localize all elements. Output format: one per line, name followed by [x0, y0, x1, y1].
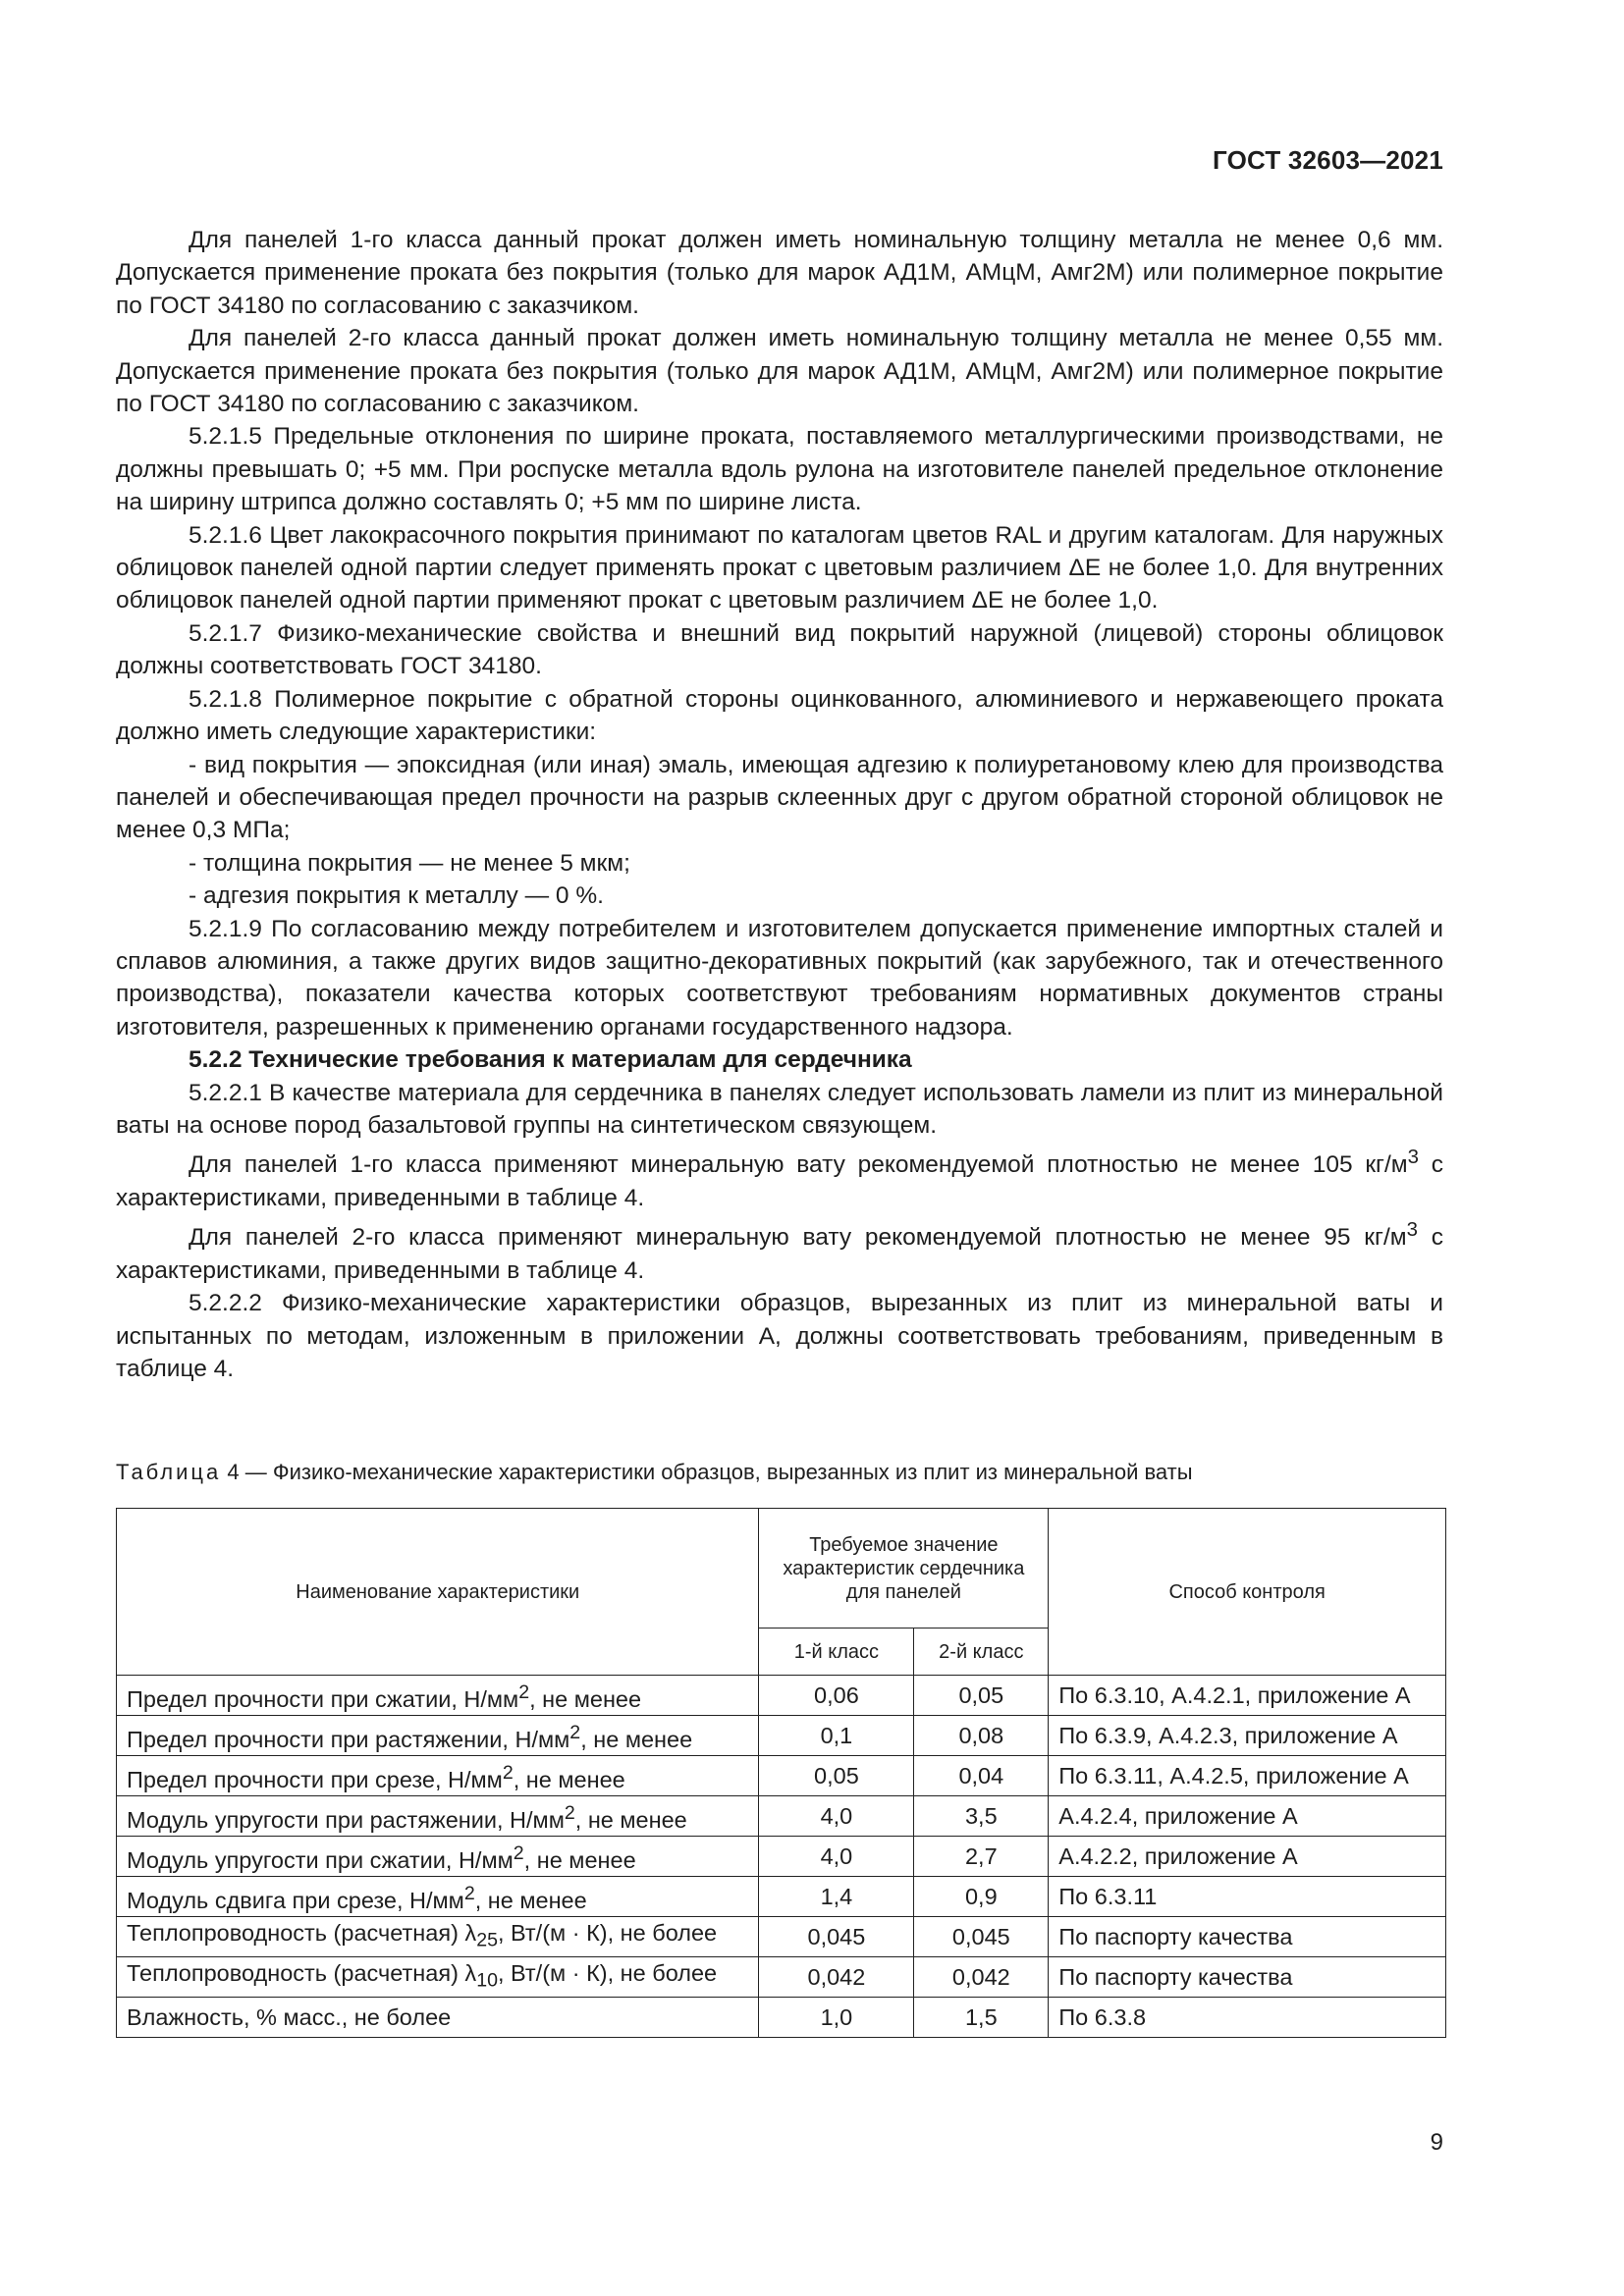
cell-control-method: А.4.2.2, приложение А	[1049, 1837, 1446, 1877]
cell-class-2: 0,05	[914, 1676, 1049, 1716]
cell-control-method: А.4.2.4, приложение А	[1049, 1796, 1446, 1837]
paragraph	[116, 1142, 1443, 1214]
cell-characteristic	[117, 1917, 759, 1957]
characteristic-text: Модуль упругости при сжатии, Н/мм	[127, 1846, 514, 1873]
characteristic-text: Модуль сдвига при срезе, Н/мм	[127, 1887, 464, 1913]
table-row	[117, 1716, 1446, 1756]
table-row	[117, 1756, 1446, 1796]
cell-class-1: 0,045	[759, 1917, 914, 1957]
paragraph: 5.2.2.2 Физико-механические характеристики образцов, вырезанных из плит из минеральной ваты и испытанных по методам, изложенным в приложении А, должны соответствовать требованиям, приведенным в таблице 4.	[116, 1290, 1443, 1383]
paragraph: 5.2.1.7 Физико-механические свойства и внешний вид покрытий наружной (лицевой) стороны облицовок должны соответствовать ГОСТ 34180.	[116, 619, 1443, 680]
cell-control-method: По 6.3.11, А.4.2.5, приложение А	[1049, 1756, 1446, 1796]
unit-superscript: 2	[569, 1721, 581, 1743]
list-item: - вид покрытия — эпоксидная (или иная) эмаль, имеющая адгезию к полиуретановому клею для производства панелей и обеспечивающая предел прочности на разрыв склеенных друг с другом обратной стороной облицовок не менее 0,3 МПа;	[116, 751, 1443, 844]
cell-control-method: По 6.3.8	[1049, 1998, 1446, 2038]
cell-control-method: По паспорту качества	[1049, 1957, 1446, 1998]
cell-class-2: 0,045	[914, 1917, 1049, 1957]
cell-class-2: 3,5	[914, 1796, 1049, 1837]
cell-class-2: 0,08	[914, 1716, 1049, 1756]
list-item: - адгезия покрытия к металлу — 0 %.	[189, 882, 604, 910]
header-required-value: Требуемое значение характеристик сердечника для панелей	[759, 1509, 1049, 1629]
paragraph-text: Для панелей 2-го класса применяют минеральную вату рекомендуемой плотностью не менее 95 кг/м	[189, 1224, 1407, 1252]
characteristic-text: Теплопроводность (расчетная) λ	[127, 1960, 477, 1987]
cell-class-1: 1,4	[759, 1877, 914, 1917]
characteristics-table	[116, 1508, 1446, 2038]
header-control-method: Способ контроля	[1049, 1509, 1446, 1676]
lambda-subscript: 25	[476, 1929, 498, 1951]
paragraph: Для панелей 1-го класса данный прокат должен иметь номинальную толщину металла не менее 0,6 мм. Допускается применение проката без покрытия (только для марок АД1М, АМцМ, Амг2М) или полимерное покрытие по ГОСТ 34180 по согласованию с заказчиком.	[116, 227, 1443, 319]
paragraph-text: с характеристиками, приведенными в таблице 4.	[116, 1224, 1443, 1284]
table-row	[117, 1837, 1446, 1877]
paragraph: 5.2.2.1 В качестве материала для сердечника в панелях следует использовать ламели из плит из минеральной ваты на основе пород базальтовой группы на синтетическом связующем.	[116, 1079, 1443, 1139]
document-body	[116, 224, 1443, 1386]
characteristic-text: , не менее	[523, 1846, 636, 1873]
cell-characteristic	[117, 1877, 759, 1917]
cell-characteristic	[117, 1998, 759, 2038]
cell-class-2: 0,04	[914, 1756, 1049, 1796]
cell-characteristic	[117, 1676, 759, 1716]
paragraph	[116, 1214, 1443, 1287]
page-number: 9	[1430, 2129, 1443, 2156]
unit-superscript: 2	[513, 1842, 524, 1864]
cell-control-method: По 6.3.9, А.4.2.3, приложение А	[1049, 1716, 1446, 1756]
cell-characteristic	[117, 1957, 759, 1998]
paragraph: 5.2.1.8 Полимерное покрытие с обратной стороны оцинкованного, алюминиевого и нержавеющего проката должно иметь следующие характеристики:	[116, 685, 1443, 746]
characteristic-text: , не менее	[513, 1766, 625, 1792]
cell-class-1: 0,06	[759, 1676, 914, 1716]
cell-characteristic	[117, 1716, 759, 1756]
cell-characteristic	[117, 1796, 759, 1837]
characteristic-text: Влажность, % масс., не более	[127, 2004, 452, 2030]
characteristic-text: Предел прочности при срезе, Н/мм	[127, 1766, 503, 1792]
characteristic-text: , не менее	[474, 1887, 587, 1913]
cell-control-method: По паспорту качества	[1049, 1917, 1446, 1957]
section-heading: 5.2.2 Технические требования к материалам для сердечника	[189, 1046, 912, 1074]
superscript-3: 3	[1407, 1147, 1420, 1169]
paragraph: 5.2.1.6 Цвет лакокрасочного покрытия принимают по каталогам цветов RAL и другим каталогам. Для наружных облицовок панелей одной партии следует применять прокат с цветовым различием ΔE не более 1,0. Для внутренних облицовок панелей одной партии применяют прокат с цветовым различием ΔE не более 1,0.	[116, 521, 1443, 614]
table-row	[117, 1998, 1446, 2038]
characteristic-text: , не менее	[529, 1685, 642, 1712]
table-caption-text: 4 — Физико-механические характеристики образцов, вырезанных из плит из минеральной ваты	[221, 1460, 1193, 1484]
cell-class-1: 4,0	[759, 1796, 914, 1837]
characteristic-text: Предел прочности при растяжении, Н/мм	[127, 1726, 570, 1752]
characteristic-text: , Вт/(м · К), не более	[497, 1960, 718, 1987]
cell-control-method: По 6.3.10, А.4.2.1, приложение А	[1049, 1676, 1446, 1716]
unit-superscript: 2	[518, 1681, 530, 1703]
characteristic-text: Предел прочности при сжатии, Н/мм	[127, 1685, 519, 1712]
header-class-1: 1-й класс	[759, 1629, 914, 1676]
cell-class-2: 0,9	[914, 1877, 1049, 1917]
cell-class-1: 4,0	[759, 1837, 914, 1877]
table-row	[117, 1957, 1446, 1998]
table-row	[117, 1877, 1446, 1917]
cell-control-method: По 6.3.11	[1049, 1877, 1446, 1917]
paragraph-text: с характеристиками, приведенными в таблице 4.	[116, 1151, 1443, 1211]
cell-class-2: 0,042	[914, 1957, 1049, 1998]
characteristic-text: Теплопроводность (расчетная) λ	[127, 1920, 477, 1947]
header-name: Наименование характеристики	[117, 1509, 759, 1676]
paragraph: 5.2.1.9 По согласованию между потребителем и изготовителем допускается применение импортных сталей и сплавов алюминия, а также других видов защитно-декоративных покрытий (как зарубежного, так и отечественного производства), показатели качества которых соответствуют требованиям нормативных документов страны изготовителя, разрешенных к применению органами государственного надзора.	[116, 915, 1443, 1041]
characteristic-text: Модуль упругости при растяжении, Н/мм	[127, 1806, 565, 1833]
table-row	[117, 1917, 1446, 1957]
header-class-2: 2-й класс	[914, 1629, 1049, 1676]
cell-class-2: 1,5	[914, 1998, 1049, 2038]
unit-superscript: 2	[502, 1761, 514, 1784]
paragraph: 5.2.1.5 Предельные отклонения по ширине проката, поставляемого металлургическими производствами, не должны превышать 0; +5 мм. При роспуске металла вдоль рулона на изготовителе панелей предельное отклонение на ширину штрипса должно составлять 0; +5 мм по ширине листа.	[116, 423, 1443, 516]
cell-class-2: 2,7	[914, 1837, 1049, 1877]
cell-class-1: 0,05	[759, 1756, 914, 1796]
table-caption	[116, 1460, 1451, 1485]
paragraph: Для панелей 2-го класса данный прокат должен иметь номинальную толщину металла не менее 0,55 мм. Допускается применение проката без покрытия (только для марок АД1М, АМцМ, Амг2М) или полимерное покрытие по ГОСТ 34180 по согласованию с заказчиком.	[116, 325, 1443, 418]
characteristic-text: , не менее	[574, 1806, 687, 1833]
cell-class-1: 1,0	[759, 1998, 914, 2038]
table-row	[117, 1796, 1446, 1837]
paragraph-text: Для панелей 1-го класса применяют минеральную вату рекомендуемой плотностью не менее 105 кг/м	[189, 1151, 1408, 1179]
lambda-subscript: 10	[476, 1969, 498, 1992]
unit-superscript: 2	[564, 1801, 575, 1824]
cell-characteristic	[117, 1756, 759, 1796]
characteristic-text: , не менее	[580, 1726, 693, 1752]
cell-characteristic	[117, 1837, 759, 1877]
cell-class-1: 0,042	[759, 1957, 914, 1998]
list-item: - толщина покрытия — не менее 5 мкм;	[189, 849, 630, 877]
unit-superscript: 2	[463, 1882, 475, 1904]
cell-class-1: 0,1	[759, 1716, 914, 1756]
table-caption-label: Таблица	[116, 1460, 222, 1484]
document-header: ГОСТ 32603—2021	[1213, 145, 1443, 175]
superscript-3: 3	[1406, 1219, 1418, 1242]
characteristic-text: , Вт/(м · К), не более	[497, 1920, 718, 1947]
table-row	[117, 1676, 1446, 1716]
